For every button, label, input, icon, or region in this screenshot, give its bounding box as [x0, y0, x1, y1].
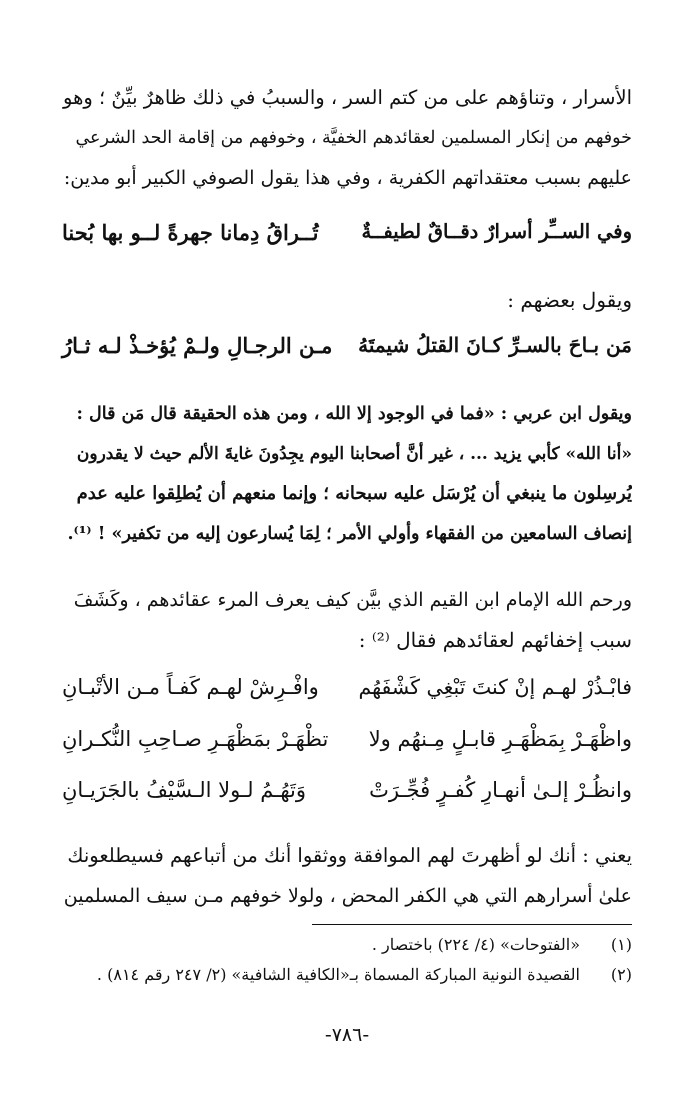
text-line: إنصاف السامعين من الفقهاء وأولي الأمر ؛ لِمَا يُسارعون إليه من تكفير» ! ⁽¹⁾.	[67, 524, 632, 544]
poem-line	[62, 675, 632, 715]
verse-first-hemistich: واظْهَـرْ بِمَظْهَـرِ قابـلٍ مِـنهُم ولا	[368, 727, 632, 751]
verse-abu-madyan	[62, 220, 632, 260]
text-line: عليهم بسبب معتقداتهم الكفرية ، وفي هذا يقول الصوفي الكبير أبو مدين:	[63, 167, 632, 189]
footnote-2	[62, 965, 632, 984]
text-line: الأسرار ، وتناؤهم على من كتم السر ، والسببُ في ذلك ظاهرٌ بيِّنٌ ؛ وهو	[63, 86, 632, 109]
text-line: «أنا الله» كأبي يزيد ... ، غير أنَّ أصحابنا اليوم يجِدُونَ غايةَ الألم حيث لا يقدرون	[76, 444, 632, 464]
verse-first-hemistich: وانظُـرْ إلـىٰ أنهـارِ كُفـرٍ فُجِّـرَتْ	[369, 778, 632, 802]
page-number: -٧٨٦-	[324, 1024, 370, 1046]
verse-first-hemistich: فابْـذُرْ لهـم إنْ كنتَ تَبْغِي كَشْفَهُم	[358, 675, 632, 699]
footnote-text: القصيدة النونية المباركة المسماة بـ«الكافية الشافية» (٢/ ٢٤٧ رقم ٨١٤) .	[96, 965, 580, 984]
intro-line: ويقول بعضهم :	[507, 288, 632, 312]
poem-line	[62, 727, 632, 767]
paragraph-1	[62, 78, 632, 198]
text-line: ورحم الله الإمام ابن القيم الذي بيَّن كيف يعرف المرء عقائدهم ، وكَشَفَ	[73, 589, 632, 611]
text-line: يُرسِلون ما ينبغي أن يُرْسَل عليه سبحانه ؛ وإنما منعهم أن يُطلِقوا عليه عدم	[76, 483, 632, 504]
text-line: سبب إخفائهم لعقائدهم فقال ⁽²⁾ :	[358, 628, 632, 652]
paragraph-ibn-qayyim	[62, 580, 632, 660]
verse-second-hemistich: تظْهَـرْ بمَظْهَـرِ صـاحِبِ النُّكـرانِ	[62, 727, 329, 751]
footnote-number: (٢)	[610, 965, 632, 984]
text-line: علىٰ أسرارهم التي هي الكفر المحض ، ولولا خوفهم مـن سيف المسلمين	[63, 885, 632, 907]
poem-line	[62, 778, 632, 818]
footnote-number: (١)	[610, 935, 632, 954]
footnote-separator	[312, 924, 632, 925]
footnote-text: «الفتوحات» (٤/ ٢٢٤) باختصار .	[371, 935, 580, 954]
verse-first-hemistich: وفي الســِّر أسرارٌ دقــاقٌ لطيفــةٌ	[361, 220, 632, 243]
verse-second-hemistich: تُــراقُ دِمانا جهرةً لــو بها بُحنا	[62, 220, 319, 245]
verse-some-say	[62, 333, 632, 373]
text-line: خوفهم من إنكار المسلمين لعقائدهم الخفيَّة ، وخوفهم من إقامة الحد الشرعي	[75, 128, 632, 148]
verse-second-hemistich: وافْـرِشْ لهـم كَفـاً مـن الأتْبـانِ	[62, 675, 319, 699]
verse-second-hemistich: وَتَهُـمُ لـولا الـسَّيْفُ بالجَرَيـانِ	[62, 778, 306, 802]
paragraph-explanation	[62, 836, 632, 916]
paragraph-ibn-arabi	[62, 394, 632, 554]
footnote-1	[62, 935, 632, 954]
verse-first-hemistich: مَن بـاحَ بالسـرِّ كـانَ القتلُ شيمتَهُ	[358, 333, 632, 357]
text-line: يعني : أنك لو أظهرتَ لهم الموافقة ووثقوا أنك من أتباعهم فسيطلعونك	[67, 844, 632, 867]
text-line: ويقول ابن عربي : «فما في الوجود إلا الله ، ومن هذه الحقيقة قال مَن قال :	[76, 404, 632, 424]
verse-second-hemistich: مـن الرجـالِ ولـمْ يُؤخـذْ لـه ثـارُ	[62, 333, 333, 358]
